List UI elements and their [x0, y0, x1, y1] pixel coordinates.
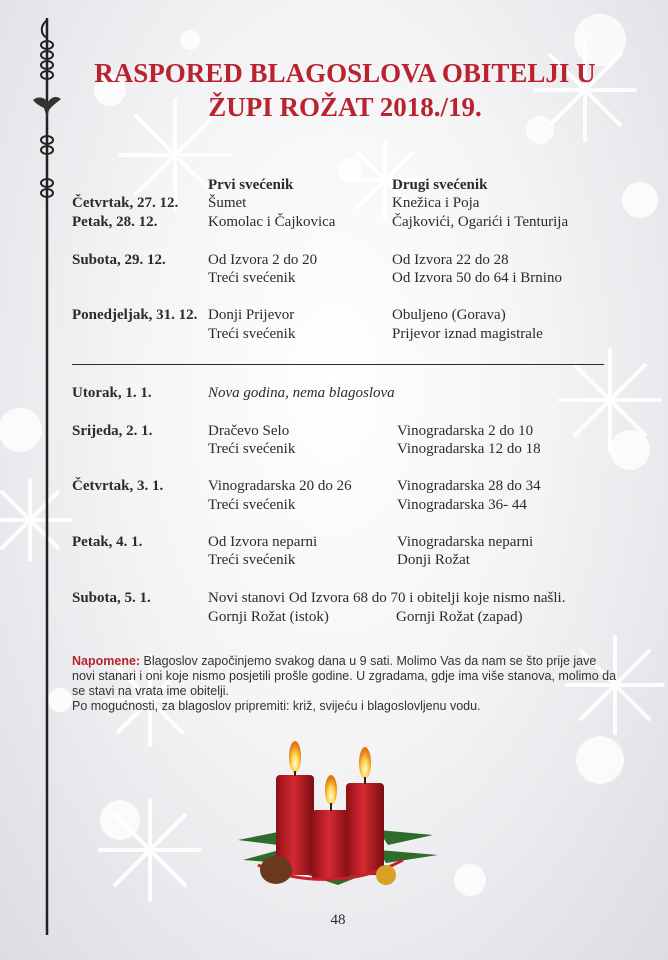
row-second-priest: Obuljeno (Gorava)	[392, 307, 506, 323]
title-line-1: RASPORED BLAGOSLOVA OBITELJI U	[94, 58, 596, 88]
row-first-priest: Vinogradarska 20 do 26	[208, 478, 352, 494]
row-full-line: Novi stanovi Od Izvora 68 do 70 i obitelji koje nismo našli.	[208, 590, 566, 606]
note-paragraph	[72, 654, 617, 699]
row-second-priest: Vinogradarska 28 do 34	[397, 478, 541, 494]
row-second-priest: Vinogradarska 36- 44	[397, 497, 527, 513]
page-title	[60, 56, 630, 124]
note-text: Blagoslov započinjemo svakog dana u 9 sati. Molimo Vas da nam se što prije jave novi stanari i oni koje nismo posjetili prošle godine. U zgradama, gdje ima više stanova, molimo da se stavi na vrata ime obitelji.	[72, 654, 617, 698]
row-day: Petak, 28. 12.	[72, 214, 158, 230]
staff-with-dove	[30, 0, 64, 960]
advent-candles-illustration	[228, 735, 443, 895]
row-day: Utorak, 1. 1.	[72, 385, 152, 401]
row-second-priest: Od Izvora 50 do 64 i Brnino	[392, 270, 562, 286]
row-day: Subota, 5. 1.	[72, 590, 151, 606]
row-first-priest: Treći svećenik	[208, 270, 296, 286]
row-first-priest: Komolac i Čajkovica	[208, 214, 336, 230]
row-second-priest: Prijevor iznad magistrale	[392, 326, 543, 342]
row-day: Subota, 29. 12.	[72, 252, 166, 268]
row-second-priest: Vinogradarska 2 do 10	[397, 423, 534, 439]
row-day: Petak, 4. 1.	[72, 534, 143, 550]
row-second-priest: Gornji Rožat (zapad)	[396, 609, 523, 625]
row-first-priest: Treći svećenik	[208, 552, 296, 568]
notes-section	[72, 654, 617, 714]
note-label: Napomene:	[72, 654, 141, 668]
note-paragraph-2: Po mogućnosti, za blagoslov pripremiti: križ, svijeću i blagoslovljenu vodu.	[72, 699, 481, 713]
title-line-2: ŽUPI ROŽAT 2018./19.	[208, 92, 482, 122]
row-second-priest: Donji Rožat	[397, 552, 470, 568]
row-day: Srijeda, 2. 1.	[72, 423, 153, 439]
row-second-priest: Knežica i Poja	[392, 195, 480, 211]
header-first-priest: Prvi svećenik	[208, 177, 294, 193]
row-second-priest: Vinogradarska 12 do 18	[397, 441, 541, 457]
row-first-priest: Donji Prijevor	[208, 307, 295, 323]
row-second-priest: Vinogradarska neparni	[397, 534, 534, 550]
row-second-priest: Čajkovići, Ogarići i Tenturija	[392, 214, 569, 230]
row-first-priest: Šumet	[208, 195, 247, 211]
row-note: Nova godina, nema blagoslova	[208, 385, 395, 401]
row-day: Četvrtak, 27. 12.	[72, 195, 179, 211]
row-first-priest: Treći svećenik	[208, 497, 296, 513]
row-second-priest: Od Izvora 22 do 28	[392, 252, 509, 268]
row-first-priest: Treći svećenik	[208, 441, 296, 457]
row-first-priest: Od Izvora 2 do 20	[208, 252, 318, 268]
row-day: Ponedjeljak, 31. 12.	[72, 307, 198, 323]
row-first-priest: Dračevo Selo	[208, 423, 290, 439]
page-number: 48	[330, 912, 346, 928]
header-second-priest: Drugi svećenik	[392, 177, 488, 193]
row-first-priest: Od Izvora neparni	[208, 534, 318, 550]
row-first-priest: Treći svećenik	[208, 326, 296, 342]
row-day: Četvrtak, 3. 1.	[72, 478, 164, 494]
row-first-priest: Gornji Rožat (istok)	[208, 609, 329, 625]
section-divider	[72, 364, 604, 365]
